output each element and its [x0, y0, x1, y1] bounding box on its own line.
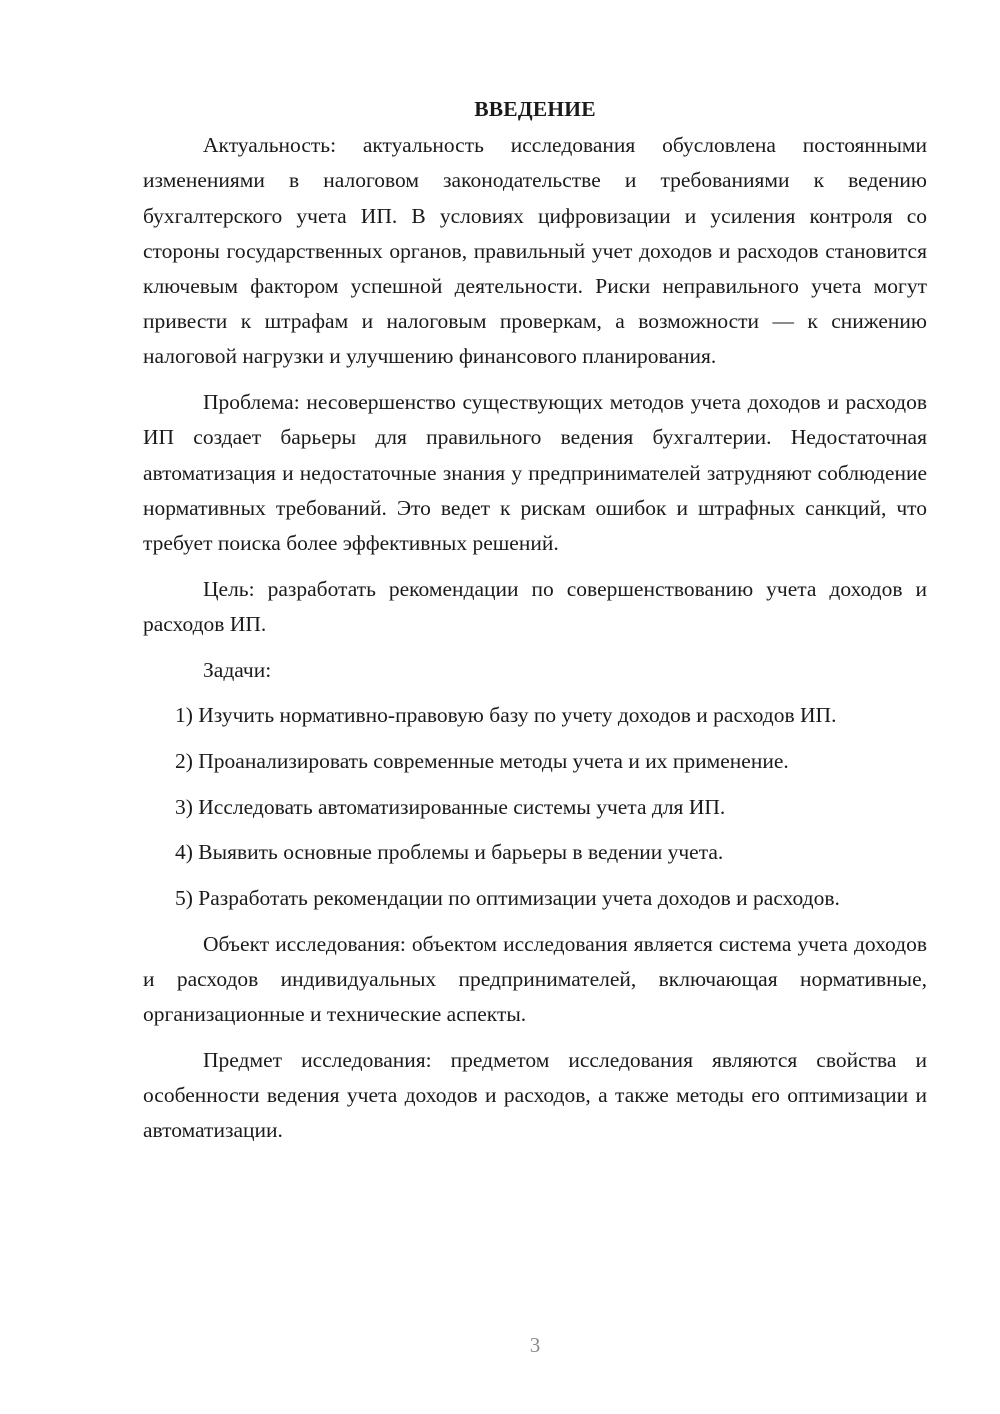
task-item-4: 4) Выявить основные проблемы и барьеры в ведении учета. — [175, 840, 724, 865]
page-number: 3 — [529, 1333, 541, 1357]
document-page — [143, 92, 927, 1148]
task-item-3: 3) Исследовать автоматизированные системы учета для ИП. — [175, 794, 726, 819]
task-item-5: 5) Разработать рекомендации по оптимизации учета доходов и расходов. — [175, 886, 840, 911]
paragraph-goal: Цель: разработать рекомендации по совершенствованию учета доходов и расходов ИП. — [143, 576, 927, 636]
paragraph-object: Объект исследования: объектом исследования является система учета доходов и расходов индивидуальных предпринимателей, включающая нормативные, организационные и технические аспекты. — [143, 931, 927, 1027]
task-item-1: 1) Изучить нормативно-правовую базу по учету доходов и расходов ИП. — [175, 703, 837, 728]
paragraph-tasks-heading: Задачи: — [203, 657, 272, 682]
task-item-2: 2) Проанализировать современные методы учета и их применение. — [175, 748, 789, 773]
paragraph-relevance: Актуальность: актуальность исследования обусловлена постоянными изменениями в налоговом законодательстве и требованиями к ведению бухгалтерского учета ИП. В условиях цифровизации и усиления контроля со стороны государственных органов, правильный учет доходов и расходов становится ключевым фактором успешной деятельности. Риски неправильного учета могут привести к штрафам и налоговым проверкам, а возможности — к снижению налоговой нагрузки и улучшению финансового планирования. — [143, 133, 927, 369]
paragraph-problem: Проблема: несовершенство существующих методов учета доходов и расходов ИП создает барьеры для правильного ведения бухгалтерии. Недостаточная автоматизация и недостаточные знания у предпринимателей затрудняют соблюдение нормативных требований. Это ведет к рискам ошибок и штрафных санкций, что требует поиска более эффективных решений. — [143, 390, 927, 555]
section-title: ВВЕДЕНИЕ — [474, 97, 596, 121]
paragraph-subject: Предмет исследования: предметом исследования являются свойства и особенности ведения учета доходов и расходов, а также методы его оптимизации и автоматизации. — [143, 1047, 927, 1143]
